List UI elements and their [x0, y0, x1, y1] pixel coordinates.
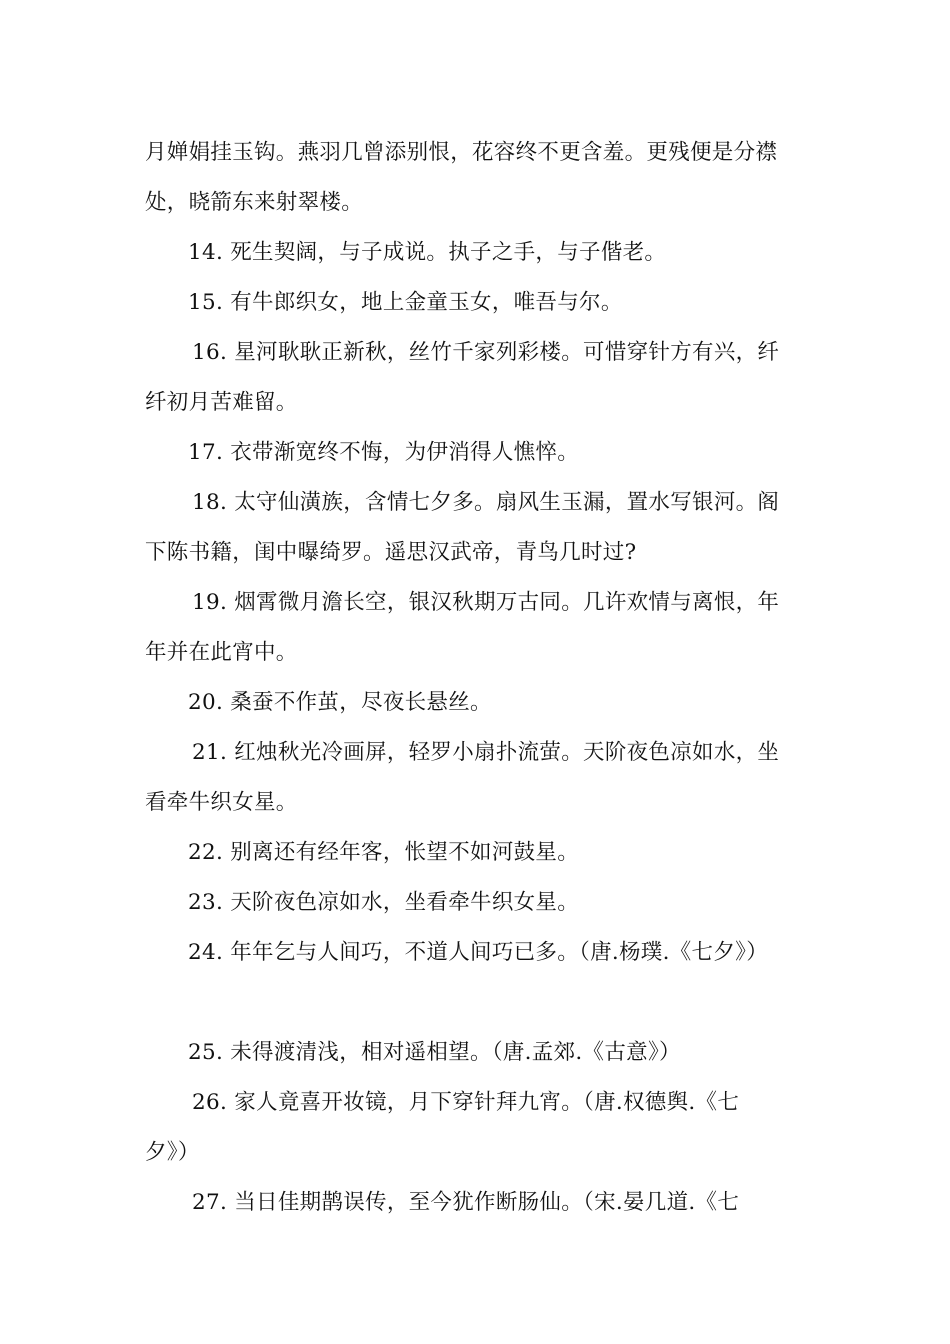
- text-line: 月婵娟挂玉钩。燕羽几曾添别恨，花容终不更含羞。更残便是分襟: [145, 140, 778, 165]
- list-item-20: 20. 桑蚕不作茧，尽夜长悬丝。: [188, 690, 492, 715]
- text-line: 纤初月苦难留。: [145, 390, 298, 415]
- blank-line: [145, 978, 810, 1028]
- list-item-17: 17. 衣带渐宽终不悔，为伊消得人憔悴。: [188, 440, 580, 465]
- text-line: 处，晓箭东来射翠楼。: [145, 190, 364, 215]
- list-item-21: 21. 红烛秋光冷画屏，轻罗小扇扑流萤。天阶夜色凉如水，坐: [192, 740, 780, 765]
- list-item-16: 16. 星河耿耿正新秋，丝竹千家列彩楼。可惜穿针方有兴，纤: [192, 340, 780, 365]
- list-item-24: 24. 年年乞与人间巧，不道人间巧已多。（唐.杨璞.《七夕》）: [188, 940, 768, 965]
- text-line: 看牵牛织女星。: [145, 790, 298, 815]
- list-item-14: 14. 死生契阔，与子成说。执子之手，与子偕老。: [188, 240, 667, 265]
- list-item-25: 25. 未得渡清浅，相对遥相望。（唐.孟郊.《古意》）: [188, 1040, 681, 1065]
- list-item-15: 15. 有牛郎织女，地上金童玉女，唯吾与尔。: [188, 290, 623, 315]
- list-item-19: 19. 烟霄微月澹长空，银汉秋期万古同。几许欢情与离恨，年: [192, 590, 780, 615]
- list-item-22: 22. 别离还有经年客，怅望不如河鼓星。: [188, 840, 580, 865]
- list-item-27: 27. 当日佳期鹊误传，至今犹作断肠仙。（宋.晏几道.《七: [192, 1190, 740, 1215]
- list-item-26: 26. 家人竟喜开妆镜，月下穿针拜九宵。（唐.权德舆.《七: [192, 1090, 740, 1115]
- list-item-18: 18. 太守仙潢族，含情七夕多。扇风生玉漏，置水写银河。阁: [192, 490, 780, 515]
- poem-text-body: [145, 128, 810, 1228]
- text-line: 夕》）: [145, 1140, 200, 1165]
- list-item-23: 23. 天阶夜色凉如水，坐看牵牛织女星。: [188, 890, 580, 915]
- text-line: 年并在此宵中。: [145, 640, 298, 665]
- text-line: 下陈书籍，闺中曝绮罗。遥思汉武帝，青鸟几时过?: [145, 540, 637, 565]
